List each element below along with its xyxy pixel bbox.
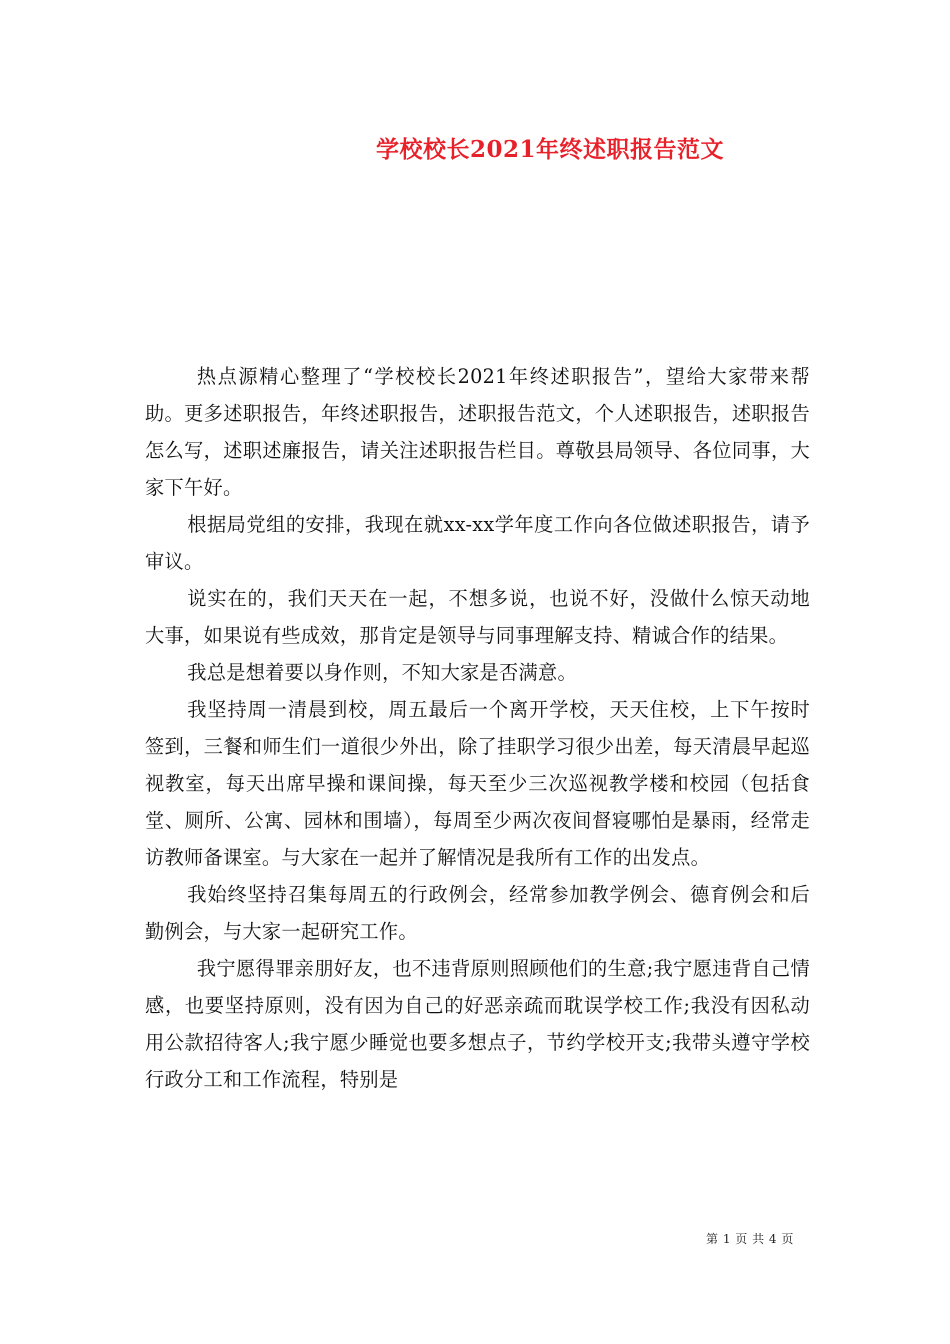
- document-title: 学校校长2021年终述职报告范文: [375, 136, 724, 163]
- paragraph: 说实在的，我们天天在一起，不想多说，也说不好，没做什么惊天动地大事，如果说有些成效，那肯定是领导与同事理解支持、精诚合作的结果。: [145, 587, 810, 647]
- document-body: [145, 358, 810, 1098]
- paragraph: 我宁愿得罪亲朋好友，也不违背原则照顾他们的生意;我宁愿违背自己情感，也要坚持原则，没有因为自己的好恶亲疏而耽误学校工作;我没有因私动用公款招待客人;我宁愿少睡觉也要多想点子，节约学校开支;我带头遵守学校行政分工和工作流程，特别是: [145, 957, 810, 1091]
- paragraph: 根据局党组的安排，我现在就xx-xx学年度工作向各位做述职报告，请予审议。: [145, 513, 810, 573]
- page-number-footer: 第 1 页 共 4 页: [706, 1232, 794, 1246]
- paragraph: 我始终坚持召集每周五的行政例会，经常参加教学例会、德育例会和后勤例会，与大家一起研究工作。: [145, 883, 810, 943]
- paragraph: 我坚持周一清晨到校，周五最后一个离开学校，天天住校，上下午按时签到，三餐和师生们一道很少外出，除了挂职学习很少出差，每天清晨早起巡视教室，每天出席早操和课间操，每天至少三次巡视教学楼和校园（包括食堂、厕所、公寓、园林和围墙），每周至少两次夜间督寝哪怕是暴雨，经常走访教师备课室。与大家在一起并了解情况是我所有工作的出发点。: [145, 698, 810, 869]
- paragraph-intro: 热点源精心整理了“学校校长2021年终述职报告”，望给大家带来帮助。更多述职报告，年终述职报告，述职报告范文，个人述职报告，述职报告怎么写，述职述廉报告，请关注述职报告栏目。尊敬县局领导、各位同事，大家下午好。: [145, 365, 810, 499]
- paragraph: 我总是想着要以身作则，不知大家是否满意。: [187, 661, 577, 684]
